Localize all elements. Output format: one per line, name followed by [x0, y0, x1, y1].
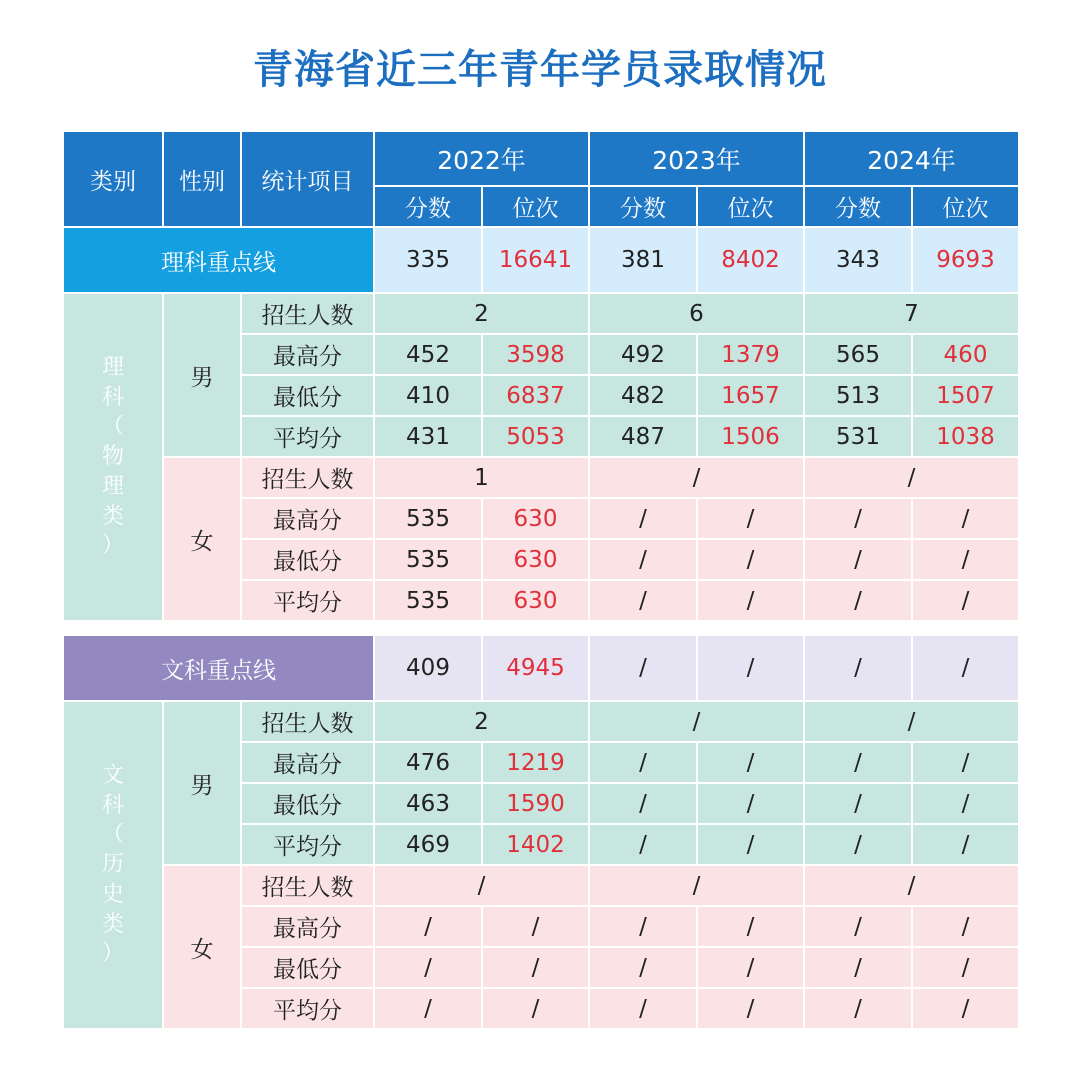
table-row [63, 293, 1019, 334]
rank-cell: 3598 [482, 334, 589, 375]
score-cell: / [589, 988, 697, 1029]
stat-label: 招生人数 [241, 701, 374, 742]
stat-label: 平均分 [241, 416, 374, 457]
score-cell: 535 [374, 498, 482, 539]
rank-cell: 630 [482, 498, 589, 539]
stat-label: 最低分 [241, 375, 374, 416]
stat-label: 最高分 [241, 906, 374, 947]
score-cell: / [804, 498, 912, 539]
score-cell: 476 [374, 742, 482, 783]
gender-label: 男 [163, 701, 241, 865]
score-cell: / [804, 580, 912, 621]
score-cell: / [804, 783, 912, 824]
liberal-category-label: 文 科 （ 历 史 类 ） [63, 701, 163, 1029]
score-cell: / [804, 742, 912, 783]
page-title: 青海省近三年青年学员录取情况 [253, 47, 827, 93]
science-key-line-row [63, 227, 1019, 293]
gender-label: 男 [163, 293, 241, 457]
header-year-2023: 2023年 [589, 131, 804, 186]
rank-cell: / [697, 580, 804, 621]
score-cell: / [589, 783, 697, 824]
enroll-cell: 1 [374, 457, 589, 498]
score-cell: 409 [374, 635, 482, 701]
header-stat-item: 统计项目 [241, 131, 374, 227]
header-score: 分数 [804, 186, 912, 227]
rank-cell: / [697, 906, 804, 947]
rank-cell: 8402 [697, 227, 804, 293]
liberal-key-line-row [63, 635, 1019, 701]
enroll-cell: / [804, 701, 1019, 742]
rank-cell: / [697, 988, 804, 1029]
stat-label: 平均分 [241, 824, 374, 865]
rank-cell: / [912, 906, 1019, 947]
score-cell: 469 [374, 824, 482, 865]
rank-cell: / [697, 498, 804, 539]
rank-cell: 1038 [912, 416, 1019, 457]
table-row [63, 457, 1019, 498]
rank-cell: 4945 [482, 635, 589, 701]
rank-cell: / [912, 988, 1019, 1029]
score-cell: / [804, 824, 912, 865]
rank-cell: 1219 [482, 742, 589, 783]
rank-cell: 5053 [482, 416, 589, 457]
stat-label: 平均分 [241, 580, 374, 621]
rank-cell: 1402 [482, 824, 589, 865]
science-table [62, 130, 1020, 622]
score-cell: / [589, 947, 697, 988]
stat-label: 最高分 [241, 742, 374, 783]
rank-cell: 460 [912, 334, 1019, 375]
header-score: 分数 [589, 186, 697, 227]
score-cell: 431 [374, 416, 482, 457]
stat-label: 最低分 [241, 783, 374, 824]
enroll-cell: 7 [804, 293, 1019, 334]
rank-cell: / [912, 824, 1019, 865]
header-rank: 位次 [912, 186, 1019, 227]
score-cell: 463 [374, 783, 482, 824]
score-cell: 410 [374, 375, 482, 416]
rank-cell: 1657 [697, 375, 804, 416]
stat-label: 平均分 [241, 988, 374, 1029]
score-cell: / [589, 824, 697, 865]
score-cell: / [374, 947, 482, 988]
liberal-table [62, 634, 1020, 1030]
header-rank: 位次 [482, 186, 589, 227]
enroll-cell: / [589, 457, 804, 498]
score-cell: / [589, 539, 697, 580]
rank-cell: / [482, 988, 589, 1029]
table-row [63, 701, 1019, 742]
rank-cell: 1379 [697, 334, 804, 375]
rank-cell: 16641 [482, 227, 589, 293]
rank-cell: / [912, 498, 1019, 539]
score-cell: 531 [804, 416, 912, 457]
rank-cell: / [912, 742, 1019, 783]
header-year-2024: 2024年 [804, 131, 1019, 186]
rank-cell: / [912, 947, 1019, 988]
table-row [63, 865, 1019, 906]
score-cell: / [589, 580, 697, 621]
rank-cell: / [482, 947, 589, 988]
score-cell: 513 [804, 375, 912, 416]
header-category: 类别 [63, 131, 163, 227]
header-score: 分数 [374, 186, 482, 227]
rank-cell: 1506 [697, 416, 804, 457]
stat-label: 最低分 [241, 947, 374, 988]
score-cell: / [804, 947, 912, 988]
rank-cell: / [912, 783, 1019, 824]
rank-cell: / [697, 742, 804, 783]
enroll-cell: / [804, 457, 1019, 498]
score-cell: 335 [374, 227, 482, 293]
score-cell: 487 [589, 416, 697, 457]
stat-label: 招生人数 [241, 293, 374, 334]
rank-cell: 1590 [482, 783, 589, 824]
stat-label: 招生人数 [241, 865, 374, 906]
rank-cell: 6837 [482, 375, 589, 416]
header-year-2022: 2022年 [374, 131, 589, 186]
enroll-cell: 2 [374, 701, 589, 742]
stat-label: 最低分 [241, 539, 374, 580]
score-cell: 492 [589, 334, 697, 375]
enroll-cell: 6 [589, 293, 804, 334]
rank-cell: / [697, 783, 804, 824]
score-cell: 482 [589, 375, 697, 416]
score-cell: / [589, 906, 697, 947]
enroll-cell: / [589, 701, 804, 742]
liberal-key-line-label: 文科重点线 [63, 635, 374, 701]
score-cell: 381 [589, 227, 697, 293]
rank-cell: / [697, 539, 804, 580]
enroll-cell: / [589, 865, 804, 906]
rank-cell: / [482, 906, 589, 947]
gender-label: 女 [163, 457, 241, 621]
score-cell: 452 [374, 334, 482, 375]
stat-label: 最高分 [241, 334, 374, 375]
rank-cell: / [912, 635, 1019, 701]
enroll-cell: 2 [374, 293, 589, 334]
score-cell: / [374, 906, 482, 947]
rank-cell: 1507 [912, 375, 1019, 416]
score-cell: / [374, 988, 482, 1029]
rank-cell: / [912, 539, 1019, 580]
stat-label: 最高分 [241, 498, 374, 539]
score-cell: 565 [804, 334, 912, 375]
score-cell: / [804, 635, 912, 701]
score-cell: / [804, 539, 912, 580]
score-cell: / [804, 988, 912, 1029]
score-cell: 343 [804, 227, 912, 293]
science-category-label: 理 科 （ 物 理 类 ） [63, 293, 163, 621]
rank-cell: 630 [482, 580, 589, 621]
rank-cell: / [697, 824, 804, 865]
science-key-line-label: 理科重点线 [63, 227, 374, 293]
rank-cell: / [912, 580, 1019, 621]
score-cell: / [589, 498, 697, 539]
rank-cell: 9693 [912, 227, 1019, 293]
rank-cell: 630 [482, 539, 589, 580]
score-cell: 535 [374, 539, 482, 580]
gender-label: 女 [163, 865, 241, 1029]
rank-cell: / [697, 947, 804, 988]
enroll-cell: / [374, 865, 589, 906]
header-gender: 性别 [163, 131, 241, 227]
score-cell: / [804, 906, 912, 947]
score-cell: / [589, 635, 697, 701]
enroll-cell: / [804, 865, 1019, 906]
rank-cell: / [697, 635, 804, 701]
header-rank: 位次 [697, 186, 804, 227]
score-cell: / [589, 742, 697, 783]
score-cell: 535 [374, 580, 482, 621]
stat-label: 招生人数 [241, 457, 374, 498]
